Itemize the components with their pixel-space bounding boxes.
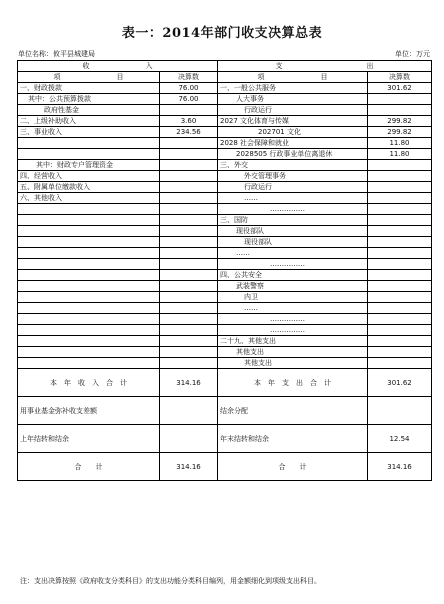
income-value: 76.00 (160, 94, 218, 105)
expense-value (368, 325, 432, 336)
table-row (18, 171, 432, 182)
expense-item: 三、外交 (218, 160, 368, 171)
income-value (160, 193, 218, 204)
expense-value (368, 204, 432, 215)
expense-value (368, 292, 432, 303)
income-value (160, 270, 218, 281)
income-item (18, 215, 160, 226)
income-amount-header: 决算数 (160, 72, 218, 83)
expense-value (368, 171, 432, 182)
table-row (18, 314, 432, 325)
table-row (18, 358, 432, 369)
income-value (160, 314, 218, 325)
table-row (18, 259, 432, 270)
income-value (160, 204, 218, 215)
expense-item: 四、公共安全 (218, 270, 368, 281)
expense-value (368, 281, 432, 292)
expense-value (368, 193, 432, 204)
expense-item: …………… (218, 259, 368, 270)
income-value (160, 248, 218, 259)
table-row (18, 325, 432, 336)
income-item: 四、经营收入 (18, 171, 160, 182)
expense-value (368, 160, 432, 171)
budget-table (17, 60, 432, 481)
table-row (18, 292, 432, 303)
table-row (18, 347, 432, 358)
expense-value (368, 182, 432, 193)
expense-header: 支 出 (218, 61, 432, 72)
expense-item: 其他支出 (218, 358, 368, 369)
table-row (18, 281, 432, 292)
income-value (160, 347, 218, 358)
income-item (18, 347, 160, 358)
table-row (18, 237, 432, 248)
income-header: 收 入 (18, 61, 218, 72)
expense-value (368, 237, 432, 248)
expense-item: 2028505 行政事业单位离退休 (218, 149, 368, 160)
page-title: 表一：2014年部门收支决算总表 (121, 26, 323, 41)
income-item (18, 248, 160, 259)
table-row (18, 138, 432, 149)
income-value (160, 336, 218, 347)
income-value (160, 281, 218, 292)
income-item (18, 281, 160, 292)
income-value (160, 149, 218, 160)
income-item: 五、附属单位缴款收入 (18, 182, 160, 193)
income-item (18, 149, 160, 160)
income-item (18, 336, 160, 347)
expense-item: 现役部队 (218, 226, 368, 237)
distribution-value (368, 397, 432, 425)
income-value (160, 182, 218, 193)
subsidy-label: 用事业基金弥补收支差额 (18, 397, 160, 425)
expense-total-label: 本 年 支 出 合 计 (218, 369, 368, 397)
footnote: 注：支出决算按照《政府收支分类科目》的支出功能分类科目编列，用金额细化到项级支出科目。 (20, 577, 321, 585)
table-row (18, 248, 432, 259)
expense-total-value: 301.62 (368, 369, 432, 397)
table-row (18, 105, 432, 116)
income-item (18, 314, 160, 325)
income-item: 其中：公共预算拨款 (18, 94, 160, 105)
income-item: 六、其他收入 (18, 193, 160, 204)
expense-value (368, 314, 432, 325)
expense-item: …… (218, 193, 368, 204)
income-item (18, 292, 160, 303)
expense-value (368, 358, 432, 369)
expense-item: 一、一般公共服务 (218, 83, 368, 94)
expense-value (368, 259, 432, 270)
income-item: 政府性基金 (18, 105, 160, 116)
expense-item-header: 项 目 (218, 72, 368, 83)
income-value (160, 358, 218, 369)
income-value: 234.56 (160, 127, 218, 138)
expense-value (368, 248, 432, 259)
income-value: 76.00 (160, 83, 218, 94)
table-row (18, 303, 432, 314)
income-item (18, 204, 160, 215)
income-item (18, 358, 160, 369)
expense-value (368, 303, 432, 314)
expense-value (368, 105, 432, 116)
income-value (160, 215, 218, 226)
income-value: 3.60 (160, 116, 218, 127)
income-item: 一、财政拨款 (18, 83, 160, 94)
expense-value: 299.82 (368, 127, 432, 138)
expense-value (368, 226, 432, 237)
income-total-value: 314.16 (160, 369, 218, 397)
expense-value (368, 270, 432, 281)
expense-item: 内卫 (218, 292, 368, 303)
expense-item: 二十九、其他支出 (218, 336, 368, 347)
expense-item: 行政运行 (218, 105, 368, 116)
income-value (160, 325, 218, 336)
table-row (18, 215, 432, 226)
expense-item: 武装警察 (218, 281, 368, 292)
expense-value: 299.82 (368, 116, 432, 127)
table-row (18, 83, 432, 94)
carry-in-value (160, 425, 218, 453)
sum-label-income: 合 计 (18, 453, 160, 481)
table-body (18, 83, 432, 369)
income-value (160, 303, 218, 314)
carry-out-label: 年末结转和结余 (218, 425, 368, 453)
table-row (18, 226, 432, 237)
table-row (18, 127, 432, 138)
expense-item: 2027 文化体育与传媒 (218, 116, 368, 127)
income-item: 其中：财政专户管理资金 (18, 160, 160, 171)
income-value (160, 105, 218, 116)
expense-item: 现役部队 (218, 237, 368, 248)
sum-expense-value: 314.16 (368, 453, 432, 481)
income-item (18, 325, 160, 336)
carry-out-value: 12.54 (368, 425, 432, 453)
expense-value (368, 336, 432, 347)
income-item: 三、事业收入 (18, 127, 160, 138)
table-row (18, 94, 432, 105)
table-row (18, 160, 432, 171)
expense-item: 2028 社会保障和就业 (218, 138, 368, 149)
income-value (160, 259, 218, 270)
income-value (160, 292, 218, 303)
income-value (160, 237, 218, 248)
income-item (18, 303, 160, 314)
table-row (18, 149, 432, 160)
table-row (18, 182, 432, 193)
income-item (18, 270, 160, 281)
income-item (18, 138, 160, 149)
expense-item: …………… (218, 325, 368, 336)
income-item (18, 226, 160, 237)
expense-amount-header: 决算数 (368, 72, 432, 83)
sum-income-value: 314.16 (160, 453, 218, 481)
expense-item: …… (218, 248, 368, 259)
expense-value (368, 215, 432, 226)
income-item-header: 项 目 (18, 72, 160, 83)
table-row (18, 336, 432, 347)
distribution-label: 结余分配 (218, 397, 368, 425)
expense-item: …………… (218, 314, 368, 325)
expense-value: 11.80 (368, 138, 432, 149)
expense-value: 11.80 (368, 149, 432, 160)
unit-measure: 单位：万元 (395, 50, 430, 58)
income-value (160, 138, 218, 149)
expense-item: 其他支出 (218, 347, 368, 358)
income-item (18, 237, 160, 248)
table-row (18, 270, 432, 281)
income-total-label: 本 年 收 入 合 计 (18, 369, 160, 397)
expense-item: 三、国防 (218, 215, 368, 226)
expense-value (368, 347, 432, 358)
expense-item: 行政运行 (218, 182, 368, 193)
income-value (160, 171, 218, 182)
expense-value (368, 94, 432, 105)
sum-label-expense: 合 计 (218, 453, 368, 481)
expense-item: 202701 文化 (218, 127, 368, 138)
table-row (18, 116, 432, 127)
carry-in-label: 上年结转和结余 (18, 425, 160, 453)
income-item (18, 259, 160, 270)
unit-name: 单位名称：攸平县城建局 (18, 50, 95, 58)
subsidy-value (160, 397, 218, 425)
expense-value: 301.62 (368, 83, 432, 94)
table-row (18, 193, 432, 204)
expense-item: …… (218, 303, 368, 314)
expense-item: 人大事务 (218, 94, 368, 105)
expense-item: 外交管理事务 (218, 171, 368, 182)
income-item: 二、上级补助收入 (18, 116, 160, 127)
income-value (160, 226, 218, 237)
income-value (160, 160, 218, 171)
expense-item: …………… (218, 204, 368, 215)
table-row (18, 204, 432, 215)
